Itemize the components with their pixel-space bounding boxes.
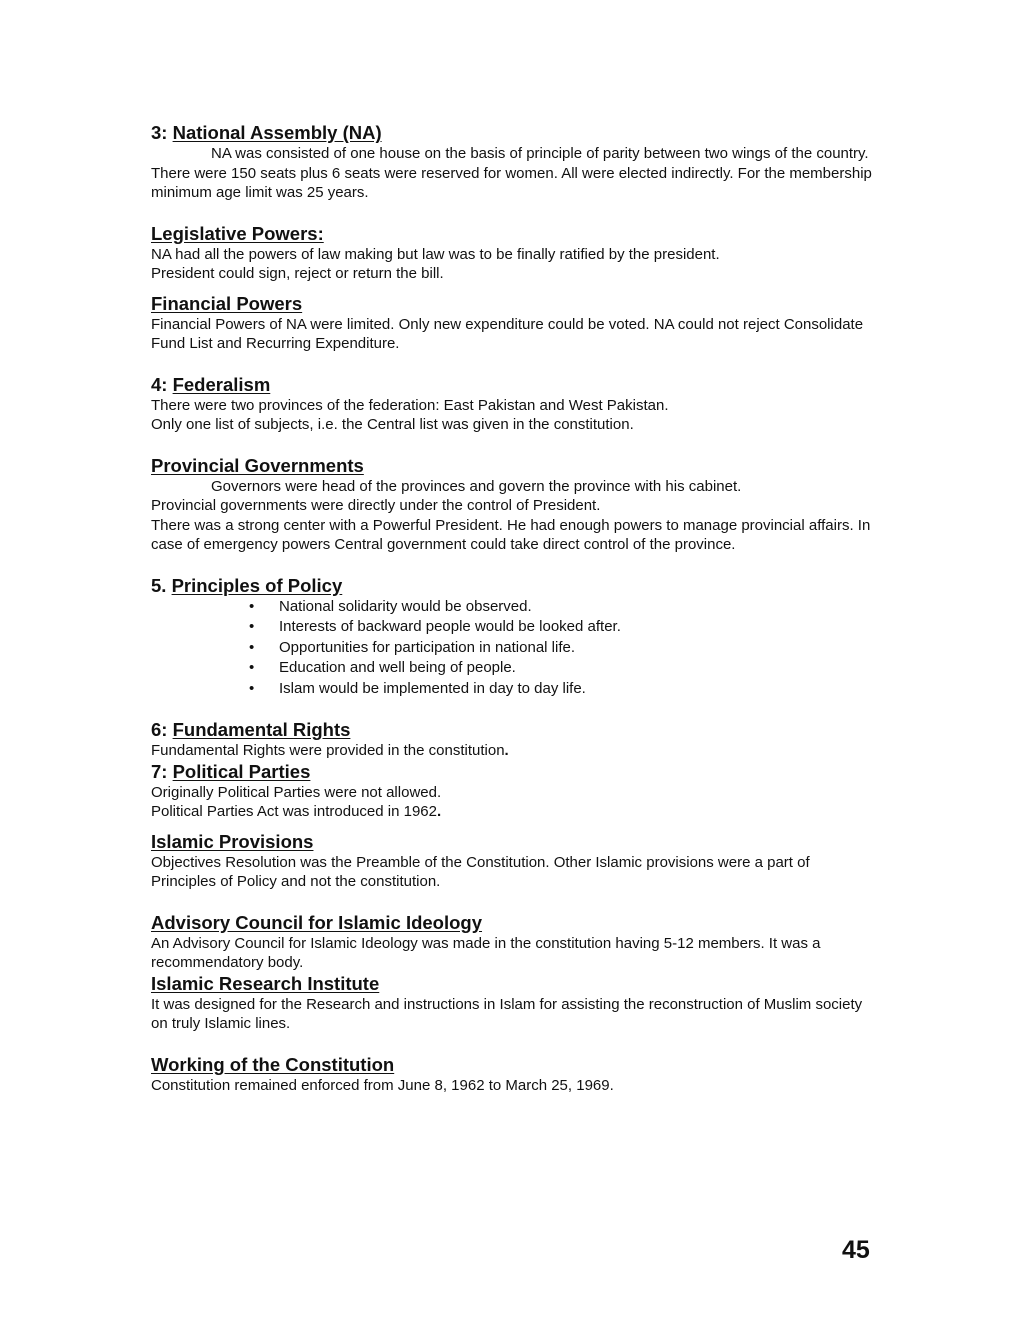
paragraph-legislative-2: President could sign, reject or return the bill. (151, 265, 444, 282)
paragraph-provincial-3: There was a strong center with a Powerful President. He had enough powers to manage provincial affairs. In case of emergency powers Central government could take direct control of the province. (151, 516, 871, 553)
paragraph-political-parties-1: Originally Political Parties were not allowed. (151, 783, 442, 801)
heading-principles-of-policy (151, 575, 873, 597)
bullet-icon: • (249, 638, 255, 656)
list-item (151, 617, 873, 638)
heading-title: Political Parties (172, 760, 311, 782)
paragraph-legislative-1: NA had all the powers of law making but law was to be finally ratified by the president. (151, 245, 720, 263)
heading-title: Federalism (172, 373, 271, 395)
heading-prefix: 6: (151, 719, 173, 740)
heading-title: Principles of Policy (171, 574, 343, 596)
heading-prefix: 7: (151, 760, 173, 782)
heading-islamic-provisions (151, 831, 873, 853)
heading-federalism (151, 374, 873, 396)
heading-financial-powers (151, 293, 873, 315)
list-item-text: Opportunities for participation in national life. (279, 638, 576, 656)
principles-list (151, 597, 873, 700)
bullet-icon: • (249, 597, 255, 615)
heading-title: Fundamental Rights (172, 719, 351, 740)
list-item (151, 597, 873, 618)
list-item-text: Islam would be implemented in day to day life. (279, 679, 586, 697)
bullet-icon: • (249, 618, 255, 635)
list-item (151, 638, 873, 659)
heading-title: Islamic Provisions (151, 830, 314, 852)
list-item (151, 679, 873, 700)
heading-advisory-council (151, 912, 873, 934)
paragraph-federalism-1: There were two provinces of the federation: East Pakistan and West Pakistan. (151, 396, 669, 414)
paragraph-end: . (437, 803, 442, 820)
paragraph-federalism-2: Only one list of subjects, i.e. the Central list was given in the constitution. (151, 416, 634, 433)
list-item-text: National solidarity would be observed. (279, 597, 532, 615)
list-item-text: Interests of backward people would be looked after. (279, 618, 621, 635)
heading-prefix: 5. (151, 574, 172, 596)
heading-title: Legislative Powers: (151, 222, 324, 244)
heading-fundamental-rights (151, 719, 873, 741)
heading-prefix: 3: (151, 122, 173, 143)
heading-prefix: 4: (151, 373, 173, 395)
heading-title: Working of the Constitution (151, 1053, 395, 1075)
heading-provincial-governments (151, 455, 873, 477)
heading-working-of-constitution (151, 1054, 873, 1076)
heading-national-assembly (151, 122, 873, 144)
heading-title: Advisory Council for Islamic Ideology (151, 911, 483, 933)
paragraph-advisory-council: An Advisory Council for Islamic Ideology was made in the constitution having 5-12 members. It was a recommendatory body. (151, 934, 821, 971)
paragraph-provincial-1: Governors were head of the provinces and govern the province with his cabinet. (211, 477, 742, 495)
heading-legislative-powers (151, 223, 873, 245)
heading-title: Provincial Governments (151, 454, 364, 476)
list-item-text: Education and well being of people. (279, 659, 516, 676)
heading-political-parties (151, 761, 873, 783)
paragraph-national-assembly: NA was consisted of one house on the basis of principle of parity between two wings of the country. There were 150 seats plus 6 seats were reserved for women. All were elected indirectly. For the membership minimum age limit was 25 years. (151, 145, 872, 201)
paragraph-provincial-2: Provincial governments were directly under the control of President. (151, 497, 601, 514)
list-item (151, 658, 873, 679)
paragraph-text: Political Parties Act was introduced in 1962 (151, 803, 437, 820)
heading-title: Financial Powers (151, 292, 303, 314)
paragraph-financial-powers: Financial Powers of NA were limited. Only new expenditure could be voted. NA could not reject Consolidate Fund List and Recurring Expenditure. (151, 315, 864, 352)
document-page (151, 122, 873, 1095)
paragraph-working-of-constitution: Constitution remained enforced from June 8, 1962 to March 25, 1969. (151, 1076, 614, 1094)
heading-title: National Assembly (NA) (172, 122, 382, 143)
page-number: 45 (842, 1236, 870, 1264)
paragraph-islamic-provisions: Objectives Resolution was the Preamble of the Constitution. Other Islamic provisions were a part of Principles of Policy and not the constitution. (151, 853, 810, 890)
bullet-icon: • (249, 679, 255, 697)
heading-title: Islamic Research Institute (151, 972, 380, 994)
heading-islamic-research-institute (151, 973, 873, 995)
paragraph-end: . (504, 742, 509, 759)
paragraph-islamic-research-institute: It was designed for the Research and instructions in Islam for assisting the reconstruction of Muslim society on truly Islamic lines. (151, 995, 863, 1032)
paragraph-text: Fundamental Rights were provided in the constitution (151, 742, 505, 759)
bullet-icon: • (249, 659, 255, 676)
paragraph-political-parties-2 (151, 802, 873, 822)
paragraph-fundamental-rights (151, 741, 873, 761)
